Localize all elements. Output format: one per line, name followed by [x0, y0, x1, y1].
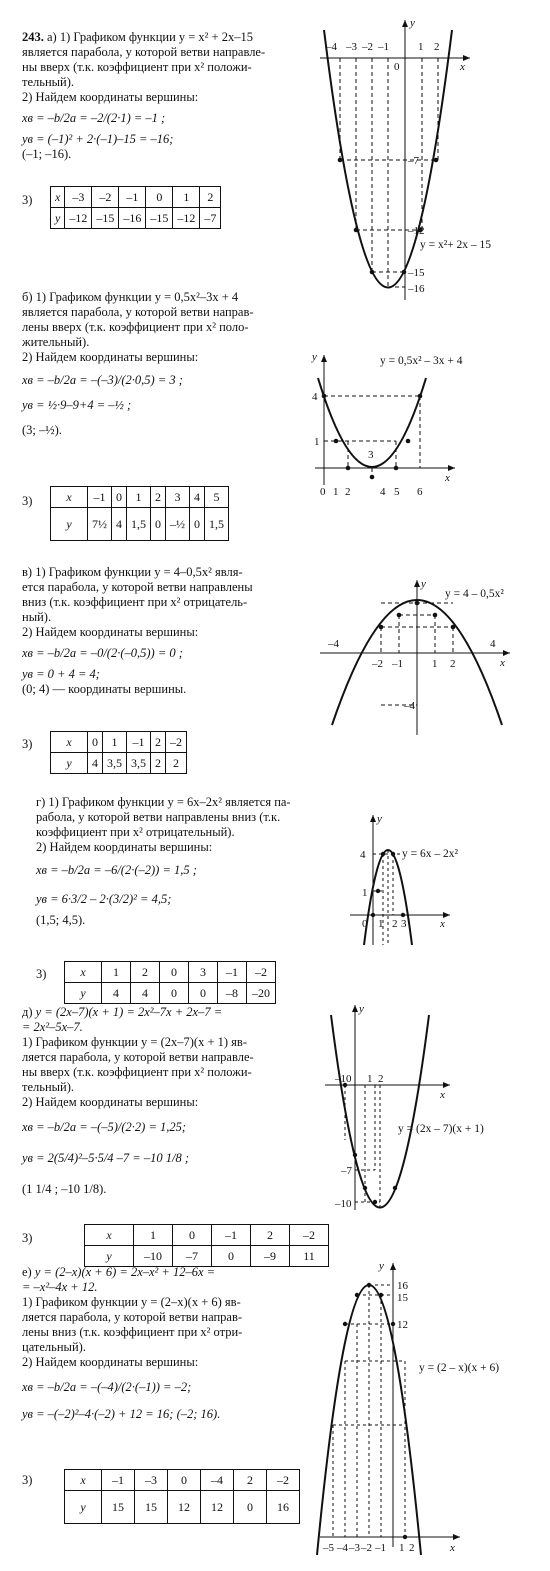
- y-axis-label: y: [312, 351, 317, 363]
- text-line: yв = 6·3/2 – 2·(3/2)² = 4,5;: [36, 892, 172, 906]
- tick-label: –3: [349, 1542, 360, 1554]
- tick-label: 4: [312, 391, 318, 403]
- x-axis-label: x: [440, 918, 445, 930]
- text-line: = –x²–4x + 12.: [22, 1280, 98, 1294]
- text-line: тельный).: [22, 1080, 75, 1094]
- text-line: yв = 2(5/4)²–5·5/4 –7 = –10 1/8 ;: [22, 1151, 189, 1165]
- tick-label: –4: [404, 700, 415, 712]
- text-line: 2) Найдем координаты вершины:: [36, 840, 213, 854]
- text-line: вниз (т.к. коэффициент при x² отрицатель-: [22, 595, 248, 609]
- text-line: xв = –b/2a = –6/(2·(–2)) = 1,5 ;: [36, 863, 197, 877]
- formula-label: y = 6x – 2x²: [402, 848, 458, 860]
- section-e-text: д) y = (2x–7)(x + 1) = 2x²–7x + 2x–7 = = 2x²–5x–7. 1) Графиком функции y = (2x–7)(x + 1) яв- ляется парабола, у которой ветви направле- ны вверх (т.к. коэффициент при x² положи- тельный). 2) Найдем координаты вершины: xв = –b/2a = –(–5)/(2·2) = 1,25; yв = 2(5/4)²–5·5/4 –7 = –10 1/8 ; (1 1/4 ; –10 1/8).: [22, 1005, 312, 1197]
- tick-label: 0: [362, 918, 368, 930]
- text-line: 1) Графиком функции y = (2–x)(x + 6) яв-: [22, 1295, 241, 1309]
- x-axis-label: x: [500, 657, 505, 669]
- text-line: xв = –b/2a = –(–5)/(2·2) = 1,25;: [22, 1120, 187, 1134]
- tick-label: –1: [392, 658, 403, 670]
- y-axis-label: y: [379, 1260, 384, 1272]
- text-line: (0; 4) — координаты вершины.: [22, 682, 187, 696]
- tick-label: –2: [361, 1542, 372, 1554]
- section-f: [0, 1260, 550, 1571]
- section-b-text: б) 1) Графиком функции y = 0,5x²–3x + 4 является парабола, у которой ветви направ- лены вверх (т.к. коэффициент при x² поло- жительный). 2) Найдем координаты вершины: xв = –b/2a = –(–3)/(2·0,5) = 3 ; yв = ½·9–9+4 = –½ ; (3; –½).: [22, 290, 312, 438]
- x-axis-label: x: [445, 472, 450, 484]
- text-line: xв = –b/2a = –2/(2·1) = –1 ;: [22, 111, 166, 125]
- text-line: yв = ½·9–9+4 = –½ ;: [22, 398, 132, 412]
- problem-number: 243.: [22, 30, 44, 44]
- table-row-y: y –12 –15 –16 –15 –12 –7: [51, 208, 221, 229]
- text-line: 1) Графиком функции y = 4–0,5x² явля-: [35, 565, 243, 579]
- text-line: лены вверх (т.к. коэффициент при x² поло-: [22, 320, 249, 334]
- table-label: 3): [36, 967, 47, 981]
- text-line: 2) Найдем координаты вершины:: [22, 1355, 199, 1369]
- text-line: (–1; –16).: [22, 147, 72, 161]
- text-line: тельный).: [22, 75, 75, 89]
- graph-f: [315, 1255, 525, 1555]
- table-label: 3): [22, 737, 33, 751]
- table-row-y: y 4 3,5 3,5 2 2: [51, 753, 187, 774]
- tick-label: 1: [314, 436, 320, 448]
- tick-label: 4: [490, 638, 496, 650]
- tick-label: 16: [397, 1280, 408, 1292]
- section-c: [0, 565, 550, 790]
- tick-label: –7: [408, 155, 419, 167]
- section-e: [0, 1003, 550, 1263]
- text-line: 1) Графиком функции y = (2x–7)(x + 1) яв-: [22, 1035, 247, 1049]
- tick-label: 1: [432, 658, 438, 670]
- text-line: yв = (–1)² + 2·(–1)–15 = –16;: [22, 132, 174, 146]
- x-axis-label: x: [440, 1089, 445, 1101]
- formula-label: y = (2x – 7)(x + 1): [398, 1123, 484, 1135]
- text-line: 1) Графиком функции y = 6x–2x² является па-: [48, 795, 291, 809]
- text-line: является парабола, у которой ветви направле-: [22, 45, 266, 59]
- tick-label: –4: [328, 638, 339, 650]
- text-line: xв = –b/2a = –0/(2·(–0,5)) = 0 ;: [22, 646, 183, 660]
- text-line: y = (2x–7)(x + 1) = 2x²–7x + 2x–7 =: [35, 1005, 223, 1019]
- tick-label: –3: [346, 41, 357, 53]
- tick-label: –2: [362, 41, 373, 53]
- table-row-x: x –1 –3 0 –4 2 –2: [65, 1470, 300, 1491]
- tick-label: 2: [345, 486, 351, 498]
- values-table: [50, 486, 229, 541]
- tick-label: –5: [323, 1542, 334, 1554]
- text-line: xв = –b/2a = –(–3)/(2·0,5) = 3 ;: [22, 373, 183, 387]
- graph-b: [310, 350, 510, 510]
- text-line: рабола, у которой ветви направлены вниз (т.к.: [36, 810, 281, 824]
- table-row-x: x 1 0 –1 2 –2: [85, 1225, 329, 1246]
- text-line: 2) Найдем координаты вершины:: [22, 625, 199, 639]
- graph-d: [340, 810, 530, 960]
- table-row-y: y 15 15 12 12 0 16: [65, 1491, 300, 1524]
- text-line: 2) Найдем координаты вершины:: [22, 90, 199, 104]
- text-line: является парабола, у которой ветви направ-: [22, 305, 254, 319]
- text-line: 2) Найдем координаты вершины:: [22, 350, 199, 364]
- tick-label: 15: [397, 1292, 408, 1304]
- tick-label: 2: [378, 1073, 384, 1085]
- text-line: жительный).: [22, 335, 90, 349]
- formula-label: y = 0,5x² – 3x + 4: [380, 355, 463, 367]
- graph-e: [325, 1000, 525, 1210]
- text-line: коэффициент при x² отрицательный).: [36, 825, 235, 839]
- table-row-y: y –10 –7 0 –9 11: [85, 1246, 329, 1267]
- tick-label: –1: [335, 1073, 346, 1085]
- section-c-text: в) 1) Графиком функции y = 4–0,5x² явля- ется парабола, у которой ветви направлены вниз (т.к. коэффициент при x² отрицатель- ный). 2) Найдем координаты вершины: xв = –b/2a = –0/(2·(–0,5)) = 0 ; yв = 0 + 4 = 4; (0; 4) — координаты вершины.: [22, 565, 312, 697]
- section-a-text: 243. а) 1) Графиком функции y = x² + 2x–15 является парабола, у которой ветви направле- ны вверх (т.к. коэффициент при x² положи- тельный). 2) Найдем координаты вершины: xв = –b/2a = –2/(2·1) = –1 ; yв = (–1)² + 2·(–1)–15 = –16; (–1; –16).: [22, 30, 312, 162]
- tick-label: 2: [392, 918, 398, 930]
- section-b: [0, 290, 550, 560]
- text-line: = 2x²–5x–7.: [22, 1020, 83, 1034]
- x-axis-label: x: [450, 1542, 455, 1554]
- formula-label: y = x²+ 2x – 15: [420, 239, 492, 251]
- graph-a: [320, 0, 520, 300]
- values-table: [64, 961, 276, 1004]
- tick-label: 2: [409, 1542, 415, 1554]
- text-line: ный).: [22, 610, 52, 624]
- tick-label: –1: [378, 41, 389, 53]
- y-axis-label: y: [359, 1003, 364, 1015]
- text-line: (3; –½).: [22, 423, 62, 437]
- text-line: лены вниз (т.к. коэффициент при x² отри-: [22, 1325, 243, 1339]
- tick-label: –4: [326, 41, 337, 53]
- tick-label: –2: [372, 658, 383, 670]
- section-a: [0, 0, 550, 300]
- tick-label: 1: [378, 918, 384, 930]
- y-axis-label: y: [421, 578, 426, 590]
- tick-label: 4: [380, 486, 386, 498]
- tick-label: 1: [333, 486, 339, 498]
- table-row-y: y 4 4 0 0 –8 –20: [65, 983, 276, 1004]
- text-line: цательный).: [22, 1340, 86, 1354]
- tick-label: –15: [408, 267, 425, 279]
- section-f-text: е) y = (2–x)(x + 6) = 2x–x² + 12–6x = = –x²–4x + 12. 1) Графиком функции y = (2–x)(x + 6) яв- ляется парабола, у которой ветви направ- лены вниз (т.к. коэффициент при x² отри- цательный). 2) Найдем координаты вершины: xв = –b/2a = –(–4)/(2·(–1)) = –2; yв = –(–2)²–4·(–2) + 12 = 16; (–2; 16).: [22, 1265, 312, 1422]
- tick-label: 2: [450, 658, 456, 670]
- table-row-x: x 1 2 0 3 –1 –2: [65, 962, 276, 983]
- tick-label: 1: [362, 887, 368, 899]
- tick-label: 12: [397, 1319, 408, 1331]
- table-label: 3): [22, 193, 33, 207]
- text-line: ется парабола, у которой ветви направлены: [22, 580, 253, 594]
- tick-label: 4: [360, 849, 366, 861]
- tick-label: –16: [408, 283, 425, 295]
- tick-label: 1: [399, 1542, 405, 1554]
- tick-label: 0: [346, 1073, 352, 1085]
- tick-label: 2: [434, 41, 440, 53]
- tick-label: –12: [408, 225, 425, 237]
- table-row-x: x –1 0 1 2 3 4 5: [51, 487, 229, 508]
- tick-label: –7: [341, 1165, 352, 1177]
- text-line: ны вверх (т.к. коэффициент при x² положи-: [22, 60, 252, 74]
- origin-label: 0: [394, 61, 400, 73]
- tick-label: –4: [337, 1542, 348, 1554]
- tick-label: 1: [418, 41, 424, 53]
- values-table: [50, 186, 221, 229]
- section-d-text: г) 1) Графиком функции y = 6x–2x² является па- рабола, у которой ветви направлены вниз (т.к. коэффициент при x² отрицательный). 2) Найдем координаты вершины: xв = –b/2a = –6/(2·(–2)) = 1,5 ; yв = 6·3/2 – 2·(3/2)² = 4,5; (1,5; 4,5).: [36, 795, 326, 928]
- tick-label: 3: [401, 918, 407, 930]
- tick-label: 5: [394, 486, 400, 498]
- text-line: y = (2–x)(x + 6) = 2x–x² + 12–6x =: [34, 1265, 216, 1279]
- table-label: 3): [22, 1231, 33, 1245]
- table-row-x: x 0 1 –1 2 –2: [51, 732, 187, 753]
- text-line: 1) Графиком функции y = x² + 2x–15: [59, 30, 253, 44]
- tick-label: 0: [320, 486, 326, 498]
- tick-label: 1: [367, 1073, 373, 1085]
- graph-c: [320, 575, 530, 740]
- y-axis-label: y: [377, 813, 382, 825]
- table-label: 3): [22, 494, 33, 508]
- text-line: (1 1/4 ; –10 1/8).: [22, 1182, 107, 1196]
- values-table: [64, 1469, 300, 1524]
- values-table: [50, 731, 187, 774]
- text-line: ляется парабола, у которой ветви направ-: [22, 1310, 243, 1324]
- tick-label: –10: [335, 1198, 352, 1210]
- text-line: 1) Графиком функции y = 0,5x²–3x + 4: [35, 290, 239, 304]
- text-line: yв = –(–2)²–4·(–2) + 12 = 16; (–2; 16).: [22, 1407, 221, 1421]
- table-row-y: y 7½ 4 1,5 0 –½ 0 1,5: [51, 508, 229, 541]
- text-line: xв = –b/2a = –(–4)/(2·(–1)) = –2;: [22, 1380, 192, 1394]
- text-line: ляется парабола, у которой ветви направле-: [22, 1050, 254, 1064]
- tick-label: –1: [375, 1542, 386, 1554]
- text-line: 2) Найдем координаты вершины:: [22, 1095, 199, 1109]
- formula-label: y = (2 – x)(x + 6): [419, 1362, 500, 1374]
- y-axis-label: y: [410, 17, 415, 29]
- values-table: [84, 1224, 329, 1267]
- tick-label: 3: [368, 449, 374, 461]
- text-line: (1,5; 4,5).: [36, 913, 86, 927]
- section-d: [0, 795, 550, 1000]
- tick-label: 6: [417, 486, 423, 498]
- text-line: yв = 0 + 4 = 4;: [22, 667, 100, 681]
- table-label: 3): [22, 1473, 33, 1487]
- formula-label: y = 4 – 0,5x²: [445, 588, 504, 600]
- x-axis-label: x: [460, 61, 465, 73]
- text-line: ны вверх (т.к. коэффициент при x² положи-: [22, 1065, 252, 1079]
- table-row-x: x –3 –2 –1 0 1 2: [51, 187, 221, 208]
